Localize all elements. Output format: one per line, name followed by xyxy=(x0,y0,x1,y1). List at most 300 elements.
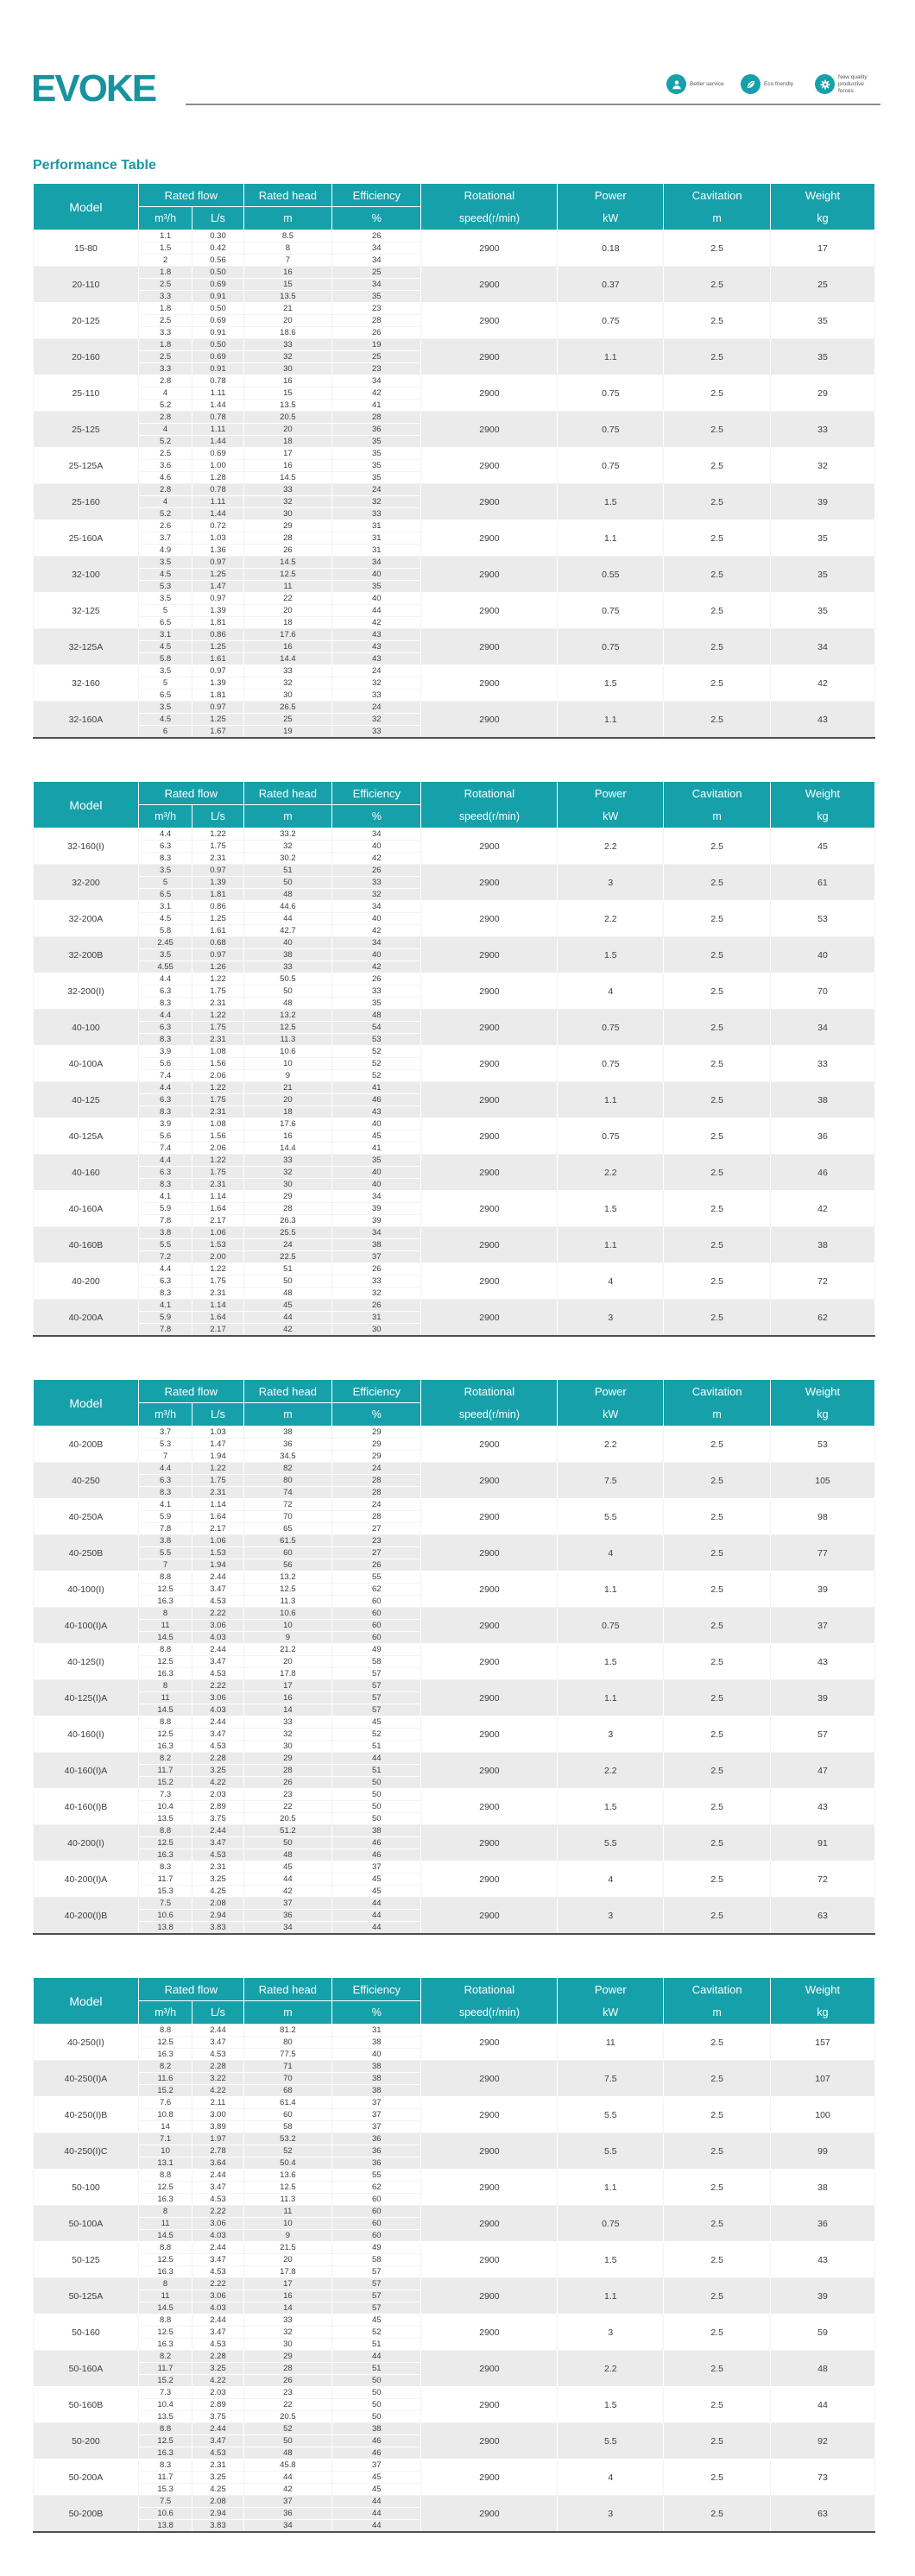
head-cell: 28 xyxy=(243,1203,331,1215)
model-cell: 25-160 xyxy=(34,484,139,520)
flow-ls-cell: 1.75 xyxy=(192,1022,243,1034)
weight-cell: 38 xyxy=(771,2170,875,2206)
weight-cell: 39 xyxy=(771,1680,875,1716)
table-subrow xyxy=(34,1427,875,1439)
brand-logo: EVOKE xyxy=(31,67,156,110)
power-cell: 0.55 xyxy=(558,557,664,593)
flow-m3h-cell: 16.3 xyxy=(138,2194,192,2206)
flow-ls-cell: 4.25 xyxy=(192,2484,243,2496)
head-cell: 68 xyxy=(243,2085,331,2097)
flow-m3h-cell: 1.5 xyxy=(138,242,192,255)
efficiency-cell: 52 xyxy=(332,1070,421,1082)
flow-ls-cell: 1.25 xyxy=(192,569,243,581)
efficiency-cell: 34 xyxy=(332,937,421,949)
weight-cell: 32 xyxy=(771,448,875,484)
efficiency-cell: 51 xyxy=(332,1765,421,1777)
flow-ls-cell: 3.06 xyxy=(192,2218,243,2230)
cavitation-cell: 2.5 xyxy=(664,1861,771,1898)
table-subrow xyxy=(34,702,875,714)
efficiency-cell: 29 xyxy=(332,1427,421,1439)
header-divider xyxy=(186,104,880,105)
flow-ls-cell: 1.94 xyxy=(192,1559,243,1571)
flow-m3h-cell: 10 xyxy=(138,2145,192,2157)
model-cell: 32-200 xyxy=(34,865,139,901)
head-cell: 29 xyxy=(243,1191,331,1203)
table-subrow xyxy=(34,1898,875,1910)
flow-ls-cell: 2.00 xyxy=(192,1251,243,1263)
weight-cell: 43 xyxy=(771,2242,875,2278)
unit-m: m xyxy=(243,805,331,828)
head-cell: 20 xyxy=(243,424,331,436)
power-cell: 5.5 xyxy=(558,2133,664,2170)
table-subrow xyxy=(34,901,875,913)
efficiency-cell: 26 xyxy=(332,1263,421,1275)
flow-m3h-cell: 8.2 xyxy=(138,2351,192,2363)
header-rated-head: Rated head xyxy=(243,1978,331,2001)
model-cell: 32-200B xyxy=(34,937,139,973)
flow-m3h-cell: 4.4 xyxy=(138,1010,192,1022)
head-cell: 17 xyxy=(243,1680,331,1692)
flow-ls-cell: 2.31 xyxy=(192,2459,243,2472)
table-subrow xyxy=(34,593,875,605)
weight-cell: 36 xyxy=(771,1118,875,1155)
flow-m3h-cell: 6.3 xyxy=(138,1094,192,1106)
flow-ls-cell: 1.26 xyxy=(192,961,243,973)
flow-ls-cell: 1.06 xyxy=(192,1227,243,1239)
efficiency-cell: 33 xyxy=(332,986,421,998)
head-cell: 20.5 xyxy=(243,1813,331,1825)
efficiency-cell: 34 xyxy=(332,1227,421,1239)
flow-ls-cell: 1.44 xyxy=(192,508,243,520)
speed-cell: 2900 xyxy=(421,2242,558,2278)
flow-m3h-cell: 12.5 xyxy=(138,1584,192,1596)
speed-cell: 2900 xyxy=(421,1155,558,1191)
flow-ls-cell: 0.50 xyxy=(192,339,243,351)
performance-table-1 xyxy=(33,184,875,739)
head-cell: 20 xyxy=(243,605,331,617)
flow-ls-cell: 3.47 xyxy=(192,1729,243,1741)
cavitation-cell: 2.5 xyxy=(664,865,771,901)
flow-ls-cell: 2.89 xyxy=(192,2399,243,2411)
flow-ls-cell: 2.08 xyxy=(192,2496,243,2508)
power-cell: 1.1 xyxy=(558,339,664,375)
power-cell: 1.1 xyxy=(558,1082,664,1118)
flow-ls-cell: 2.44 xyxy=(192,1571,243,1584)
efficiency-cell: 39 xyxy=(332,1203,421,1215)
head-cell: 50.4 xyxy=(243,2157,331,2170)
efficiency-cell: 34 xyxy=(332,375,421,387)
weight-cell: 105 xyxy=(771,1463,875,1499)
badge-label: Better service xyxy=(690,80,724,87)
header-model: Model xyxy=(34,184,139,230)
unit-cavitation-m: m xyxy=(664,805,771,828)
power-cell: 4 xyxy=(558,2459,664,2496)
flow-m3h-cell: 4 xyxy=(138,387,192,400)
efficiency-cell: 60 xyxy=(332,1632,421,1644)
flow-ls-cell: 4.25 xyxy=(192,1886,243,1898)
table-body xyxy=(34,2025,875,2533)
efficiency-cell: 45 xyxy=(332,2472,421,2484)
head-cell: 14.4 xyxy=(243,1143,331,1155)
head-cell: 38 xyxy=(243,949,331,961)
speed-cell: 2900 xyxy=(421,865,558,901)
efficiency-cell: 26 xyxy=(332,327,421,339)
head-cell: 20 xyxy=(243,1656,331,1668)
efficiency-cell: 36 xyxy=(332,2145,421,2157)
flow-ls-cell: 4.53 xyxy=(192,2339,243,2351)
flow-m3h-cell: 8 xyxy=(138,2206,192,2218)
weight-cell: 100 xyxy=(771,2097,875,2133)
efficiency-cell: 32 xyxy=(332,889,421,901)
table-subrow xyxy=(34,230,875,242)
flow-ls-cell: 2.17 xyxy=(192,1523,243,1535)
flow-m3h-cell: 12.5 xyxy=(138,2254,192,2266)
cavitation-cell: 2.5 xyxy=(664,1898,771,1935)
unit-ls: L/s xyxy=(192,1403,243,1427)
unit-kw: kW xyxy=(558,2001,664,2025)
speed-cell: 2900 xyxy=(421,1644,558,1680)
head-cell: 22 xyxy=(243,1801,331,1813)
efficiency-cell: 57 xyxy=(332,2266,421,2278)
table-subrow xyxy=(34,865,875,877)
efficiency-cell: 42 xyxy=(332,387,421,400)
flow-m3h-cell: 14.5 xyxy=(138,2302,192,2315)
efficiency-cell: 31 xyxy=(332,520,421,532)
weight-cell: 36 xyxy=(771,2206,875,2242)
speed-cell: 2900 xyxy=(421,2387,558,2423)
flow-m3h-cell: 4 xyxy=(138,496,192,508)
flow-m3h-cell: 12.5 xyxy=(138,1729,192,1741)
flow-ls-cell: 1.56 xyxy=(192,1131,243,1143)
power-cell: 4 xyxy=(558,1861,664,1898)
model-cell: 40-100 xyxy=(34,1010,139,1046)
flow-m3h-cell: 11.7 xyxy=(138,1874,192,1886)
head-cell: 12.5 xyxy=(243,1022,331,1034)
flow-m3h-cell: 8.3 xyxy=(138,1487,192,1499)
model-cell: 40-250(I)B xyxy=(34,2097,139,2133)
cavitation-cell: 2.5 xyxy=(664,2459,771,2496)
flow-ls-cell: 1.75 xyxy=(192,1275,243,1288)
header-rated-head: Rated head xyxy=(243,184,331,207)
flow-ls-cell: 1.44 xyxy=(192,400,243,412)
flow-m3h-cell: 8.8 xyxy=(138,1644,192,1656)
head-cell: 10.6 xyxy=(243,1046,331,1058)
cavitation-cell: 2.5 xyxy=(664,1716,771,1753)
flow-m3h-cell: 2 xyxy=(138,255,192,267)
speed-cell: 2900 xyxy=(421,2351,558,2387)
unit-cavitation-m: m xyxy=(664,1403,771,1427)
weight-cell: 62 xyxy=(771,1300,875,1337)
efficiency-cell: 43 xyxy=(332,641,421,653)
table-subrow xyxy=(34,2025,875,2037)
flow-ls-cell: 3.06 xyxy=(192,2290,243,2302)
speed-cell: 2900 xyxy=(421,1753,558,1789)
efficiency-cell: 40 xyxy=(332,569,421,581)
flow-m3h-cell: 7.2 xyxy=(138,1251,192,1263)
cavitation-cell: 2.5 xyxy=(664,2496,771,2533)
efficiency-cell: 41 xyxy=(332,1143,421,1155)
efficiency-cell: 52 xyxy=(332,1729,421,1741)
table-subrow xyxy=(34,1571,875,1584)
efficiency-cell: 28 xyxy=(332,412,421,424)
weight-cell: 38 xyxy=(771,1227,875,1263)
head-cell: 30 xyxy=(243,2339,331,2351)
efficiency-cell: 23 xyxy=(332,303,421,315)
unit-speed: speed(r/min) xyxy=(421,805,558,828)
weight-cell: 57 xyxy=(771,1716,875,1753)
flow-ls-cell: 4.53 xyxy=(192,1596,243,1608)
flow-m3h-cell: 8.3 xyxy=(138,2459,192,2472)
cavitation-cell: 2.5 xyxy=(664,375,771,412)
efficiency-cell: 44 xyxy=(332,2508,421,2520)
table-subrow xyxy=(34,1155,875,1167)
head-cell: 50 xyxy=(243,1275,331,1288)
speed-cell: 2900 xyxy=(421,1680,558,1716)
power-cell: 5.5 xyxy=(558,1825,664,1861)
flow-m3h-cell: 8.3 xyxy=(138,1106,192,1118)
model-cell: 40-250B xyxy=(34,1535,139,1571)
flow-ls-cell: 0.97 xyxy=(192,949,243,961)
flow-ls-cell: 4.03 xyxy=(192,2302,243,2315)
efficiency-cell: 50 xyxy=(332,2411,421,2423)
weight-cell: 59 xyxy=(771,2315,875,2351)
flow-ls-cell: 4.53 xyxy=(192,1849,243,1861)
model-cell: 40-100A xyxy=(34,1046,139,1082)
table-body xyxy=(34,1427,875,1935)
flow-ls-cell: 3.47 xyxy=(192,2435,243,2447)
flow-m3h-cell: 7.1 xyxy=(138,2133,192,2145)
cavitation-cell: 2.5 xyxy=(664,1608,771,1644)
table-subrow xyxy=(34,629,875,641)
model-cell: 32-200A xyxy=(34,901,139,937)
power-cell: 3 xyxy=(558,1898,664,1935)
flow-m3h-cell: 3.3 xyxy=(138,363,192,375)
flow-ls-cell: 2.06 xyxy=(192,1143,243,1155)
power-cell: 1.5 xyxy=(558,1191,664,1227)
speed-cell: 2900 xyxy=(421,267,558,303)
table-subrow xyxy=(34,267,875,279)
table-subrow xyxy=(34,1046,875,1058)
header-rated-head: Rated head xyxy=(243,782,331,805)
table-subrow xyxy=(34,1118,875,1131)
cavitation-cell: 2.5 xyxy=(664,1825,771,1861)
flow-ls-cell: 4.03 xyxy=(192,1632,243,1644)
head-cell: 45 xyxy=(243,1861,331,1874)
flow-m3h-cell: 7.4 xyxy=(138,1070,192,1082)
weight-cell: 91 xyxy=(771,1825,875,1861)
head-cell: 26.3 xyxy=(243,1215,331,1227)
table-subrow xyxy=(34,1680,875,1692)
weight-cell: 17 xyxy=(771,230,875,267)
flow-ls-cell: 4.53 xyxy=(192,1668,243,1680)
flow-m3h-cell: 10.6 xyxy=(138,2508,192,2520)
model-cell: 25-125 xyxy=(34,412,139,448)
weight-cell: 39 xyxy=(771,484,875,520)
weight-cell: 34 xyxy=(771,1010,875,1046)
head-cell: 50 xyxy=(243,877,331,889)
power-cell: 1.5 xyxy=(558,1644,664,1680)
head-cell: 20 xyxy=(243,1094,331,1106)
flow-m3h-cell: 16.3 xyxy=(138,2049,192,2061)
model-cell: 50-160A xyxy=(34,2351,139,2387)
model-cell: 40-200(I) xyxy=(34,1825,139,1861)
flow-m3h-cell: 13.5 xyxy=(138,1813,192,1825)
cavitation-cell: 2.5 xyxy=(664,1082,771,1118)
model-cell: 32-125 xyxy=(34,593,139,629)
efficiency-cell: 37 xyxy=(332,2097,421,2109)
flow-ls-cell: 1.53 xyxy=(192,1547,243,1559)
flow-m3h-cell: 4.5 xyxy=(138,913,192,925)
head-cell: 13.5 xyxy=(243,291,331,303)
flow-m3h-cell: 5.9 xyxy=(138,1312,192,1324)
flow-m3h-cell: 8 xyxy=(138,2278,192,2290)
head-cell: 11.3 xyxy=(243,1596,331,1608)
efficiency-cell: 31 xyxy=(332,2025,421,2037)
flow-ls-cell: 1.47 xyxy=(192,581,243,593)
head-cell: 13.5 xyxy=(243,400,331,412)
table-header xyxy=(34,782,875,828)
head-cell: 29 xyxy=(243,1753,331,1765)
power-cell: 1.1 xyxy=(558,702,664,739)
speed-cell: 2900 xyxy=(421,557,558,593)
power-cell: 4 xyxy=(558,1535,664,1571)
flow-ls-cell: 0.91 xyxy=(192,327,243,339)
model-cell: 40-125 xyxy=(34,1082,139,1118)
head-cell: 32 xyxy=(243,1167,331,1179)
efficiency-cell: 45 xyxy=(332,2484,421,2496)
flow-ls-cell: 0.97 xyxy=(192,702,243,714)
head-cell: 37 xyxy=(243,1898,331,1910)
head-cell: 34.5 xyxy=(243,1451,331,1463)
flow-ls-cell: 0.72 xyxy=(192,520,243,532)
efficiency-cell: 34 xyxy=(332,828,421,841)
weight-cell: 53 xyxy=(771,901,875,937)
head-cell: 16 xyxy=(243,460,331,472)
flow-ls-cell: 2.22 xyxy=(192,1608,243,1620)
flow-m3h-cell: 3.1 xyxy=(138,901,192,913)
head-cell: 33.2 xyxy=(243,828,331,841)
head-cell: 44 xyxy=(243,2472,331,2484)
weight-cell: 37 xyxy=(771,1608,875,1644)
head-cell: 50 xyxy=(243,2435,331,2447)
head-cell: 80 xyxy=(243,1475,331,1487)
header-cavitation: Cavitation xyxy=(664,1380,771,1403)
efficiency-cell: 43 xyxy=(332,653,421,665)
head-cell: 33 xyxy=(243,665,331,677)
flow-m3h-cell: 8 xyxy=(138,1608,192,1620)
flow-m3h-cell: 2.8 xyxy=(138,375,192,387)
head-cell: 48 xyxy=(243,1849,331,1861)
flow-ls-cell: 2.31 xyxy=(192,1179,243,1191)
speed-cell: 2900 xyxy=(421,230,558,267)
speed-cell: 2900 xyxy=(421,2025,558,2061)
model-cell: 50-200A xyxy=(34,2459,139,2496)
flow-ls-cell: 1.22 xyxy=(192,1155,243,1167)
head-cell: 18 xyxy=(243,617,331,629)
header-rated-flow: Rated flow xyxy=(138,184,243,207)
unit-m: m xyxy=(243,2001,331,2025)
flow-m3h-cell: 8.8 xyxy=(138,2025,192,2037)
cavitation-cell: 2.5 xyxy=(664,484,771,520)
flow-ls-cell: 0.86 xyxy=(192,629,243,641)
efficiency-cell: 34 xyxy=(332,255,421,267)
model-cell: 40-160 xyxy=(34,1155,139,1191)
speed-cell: 2900 xyxy=(421,2459,558,2496)
power-cell: 0.75 xyxy=(558,2206,664,2242)
flow-m3h-cell: 4.5 xyxy=(138,569,192,581)
head-cell: 13.2 xyxy=(243,1010,331,1022)
head-cell: 21.5 xyxy=(243,2242,331,2254)
header-power: Power xyxy=(558,1380,664,1403)
model-cell: 40-125(I) xyxy=(34,1644,139,1680)
speed-cell: 2900 xyxy=(421,1118,558,1155)
cavitation-cell: 2.5 xyxy=(664,937,771,973)
efficiency-cell: 35 xyxy=(332,1155,421,1167)
table-body xyxy=(34,828,875,1337)
unit-m3h: m³/h xyxy=(138,1403,192,1427)
head-cell: 16 xyxy=(243,2290,331,2302)
head-cell: 51 xyxy=(243,1263,331,1275)
flow-m3h-cell: 12.5 xyxy=(138,2182,192,2194)
model-cell: 40-125A xyxy=(34,1118,139,1155)
head-cell: 30 xyxy=(243,508,331,520)
flow-m3h-cell: 2.8 xyxy=(138,412,192,424)
flow-m3h-cell: 15.3 xyxy=(138,2484,192,2496)
head-cell: 37 xyxy=(243,2496,331,2508)
weight-cell: 39 xyxy=(771,1571,875,1608)
flow-m3h-cell: 8.8 xyxy=(138,1825,192,1837)
flow-m3h-cell: 8.2 xyxy=(138,2061,192,2073)
efficiency-cell: 33 xyxy=(332,726,421,739)
efficiency-cell: 23 xyxy=(332,363,421,375)
efficiency-cell: 52 xyxy=(332,1046,421,1058)
head-cell: 45 xyxy=(243,1300,331,1312)
table-subrow xyxy=(34,1191,875,1203)
header-rotational: Rotational xyxy=(421,1380,558,1403)
flow-m3h-cell: 3.5 xyxy=(138,665,192,677)
flow-ls-cell: 1.97 xyxy=(192,2133,243,2145)
table-subrow xyxy=(34,303,875,315)
speed-cell: 2900 xyxy=(421,1535,558,1571)
efficiency-cell: 40 xyxy=(332,913,421,925)
cavitation-cell: 2.5 xyxy=(664,2133,771,2170)
flow-ls-cell: 1.14 xyxy=(192,1191,243,1203)
flow-m3h-cell: 14.5 xyxy=(138,1632,192,1644)
efficiency-cell: 37 xyxy=(332,2109,421,2121)
table-header xyxy=(34,1380,875,1427)
head-cell: 44 xyxy=(243,1874,331,1886)
flow-m3h-cell: 5 xyxy=(138,677,192,690)
weight-cell: 33 xyxy=(771,412,875,448)
unit-cavitation-m: m xyxy=(664,207,771,230)
speed-cell: 2900 xyxy=(421,1571,558,1608)
efficiency-cell: 39 xyxy=(332,1215,421,1227)
head-cell: 32 xyxy=(243,2327,331,2339)
flow-m3h-cell: 12.5 xyxy=(138,2327,192,2339)
head-cell: 22 xyxy=(243,2399,331,2411)
efficiency-cell: 33 xyxy=(332,690,421,702)
flow-m3h-cell: 7.8 xyxy=(138,1523,192,1535)
unit-percent: % xyxy=(332,1403,421,1427)
weight-cell: 38 xyxy=(771,1082,875,1118)
efficiency-cell: 37 xyxy=(332,2121,421,2133)
efficiency-cell: 36 xyxy=(332,2157,421,2170)
head-cell: 77.5 xyxy=(243,2049,331,2061)
flow-ls-cell: 0.91 xyxy=(192,363,243,375)
flow-ls-cell: 3.06 xyxy=(192,1692,243,1704)
efficiency-cell: 44 xyxy=(332,2351,421,2363)
flow-m3h-cell: 10.8 xyxy=(138,2109,192,2121)
